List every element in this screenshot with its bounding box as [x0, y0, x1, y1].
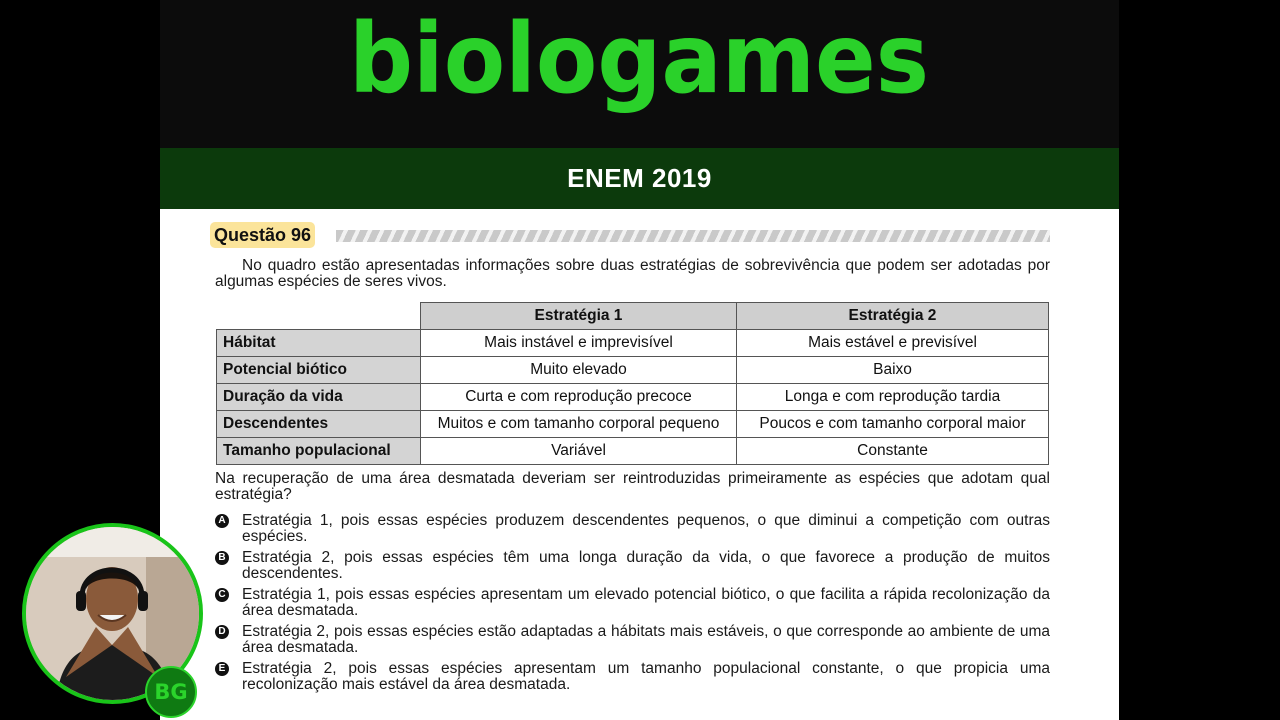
table-cell: Variável [421, 438, 737, 465]
question-intro: No quadro estão apresentadas informações sobre duas estratégias de sobrevivência que podem ser adotadas por algumas espécies de seres vivos. [215, 257, 1050, 290]
brand-header [160, 0, 1119, 148]
table-cell: Mais instável e imprevisível [421, 330, 737, 357]
table-row [217, 384, 1049, 411]
table-cell: Poucos e com tamanho corporal maior [737, 411, 1049, 438]
answer-option-a[interactable] [215, 513, 1050, 545]
title-bar [160, 148, 1119, 209]
video-frame [160, 0, 1119, 720]
option-letter-badge: A [215, 514, 229, 528]
option-letter-badge: E [215, 662, 229, 676]
table-row [217, 411, 1049, 438]
answer-option-b[interactable] [215, 550, 1050, 582]
option-text: Estratégia 2, pois essas espécies têm uma longa duração da vida, o que favorece a produção de muitos descendentes. [242, 549, 1050, 582]
row-label: Descendentes [217, 411, 421, 438]
option-text: Estratégia 1, pois essas espécies produzem descendentes pequenos, o que diminui a competição com outras espécies. [242, 512, 1050, 545]
answer-option-e[interactable] [215, 661, 1050, 693]
table-cell: Muitos e com tamanho corporal pequeno [421, 411, 737, 438]
table-row [217, 357, 1049, 384]
row-label: Duração da vida [217, 384, 421, 411]
strategy-table [216, 302, 1049, 465]
table-row [217, 330, 1049, 357]
option-letter-badge: D [215, 625, 229, 639]
row-label: Tamanho populacional [217, 438, 421, 465]
row-label: Hábitat [217, 330, 421, 357]
table-header-strategy-1: Estratégia 1 [421, 303, 737, 330]
option-letter-badge: C [215, 588, 229, 602]
table-corner-cell [217, 303, 421, 330]
answer-option-c[interactable] [215, 587, 1050, 619]
bg-logo-badge: BG [145, 666, 197, 718]
table-cell: Constante [737, 438, 1049, 465]
biologames-logo [160, 0, 1119, 148]
question-number-label: Questão 96 [210, 222, 315, 248]
option-letter-badge: B [215, 551, 229, 565]
table-cell: Muito elevado [421, 357, 737, 384]
table-cell: Mais estável e previsível [737, 330, 1049, 357]
exam-title: ENEM 2019 [567, 163, 712, 193]
table-header-strategy-2: Estratégia 2 [737, 303, 1049, 330]
question-prompt: Na recuperação de uma área desmatada deveriam ser reintroduzidas primeiramente as espécies que adotam qual estratégia? [215, 470, 1050, 503]
table-header-row [217, 303, 1049, 330]
option-text: Estratégia 2, pois essas espécies apresentam um tamanho populacional constante, o que propicia uma recolonização mais estável da área desmatada. [242, 660, 1050, 693]
table-cell: Curta e com reprodução precoce [421, 384, 737, 411]
decorative-stripe [336, 230, 1050, 242]
table-row [217, 438, 1049, 465]
row-label: Potencial biótico [217, 357, 421, 384]
answer-option-d[interactable] [215, 624, 1050, 656]
option-text: Estratégia 1, pois essas espécies apresentam um elevado potencial biótico, o que facilita a rápida recolonização da área desmatada. [242, 586, 1050, 619]
svg-text:biologames: biologames [349, 3, 929, 115]
answer-options [215, 513, 1050, 698]
table-cell: Baixo [737, 357, 1049, 384]
table-cell: Longa e com reprodução tardia [737, 384, 1049, 411]
option-text: Estratégia 2, pois essas espécies estão adaptadas a hábitats mais estáveis, o que corresponde ao ambiente de uma área desmatada. [242, 623, 1050, 656]
